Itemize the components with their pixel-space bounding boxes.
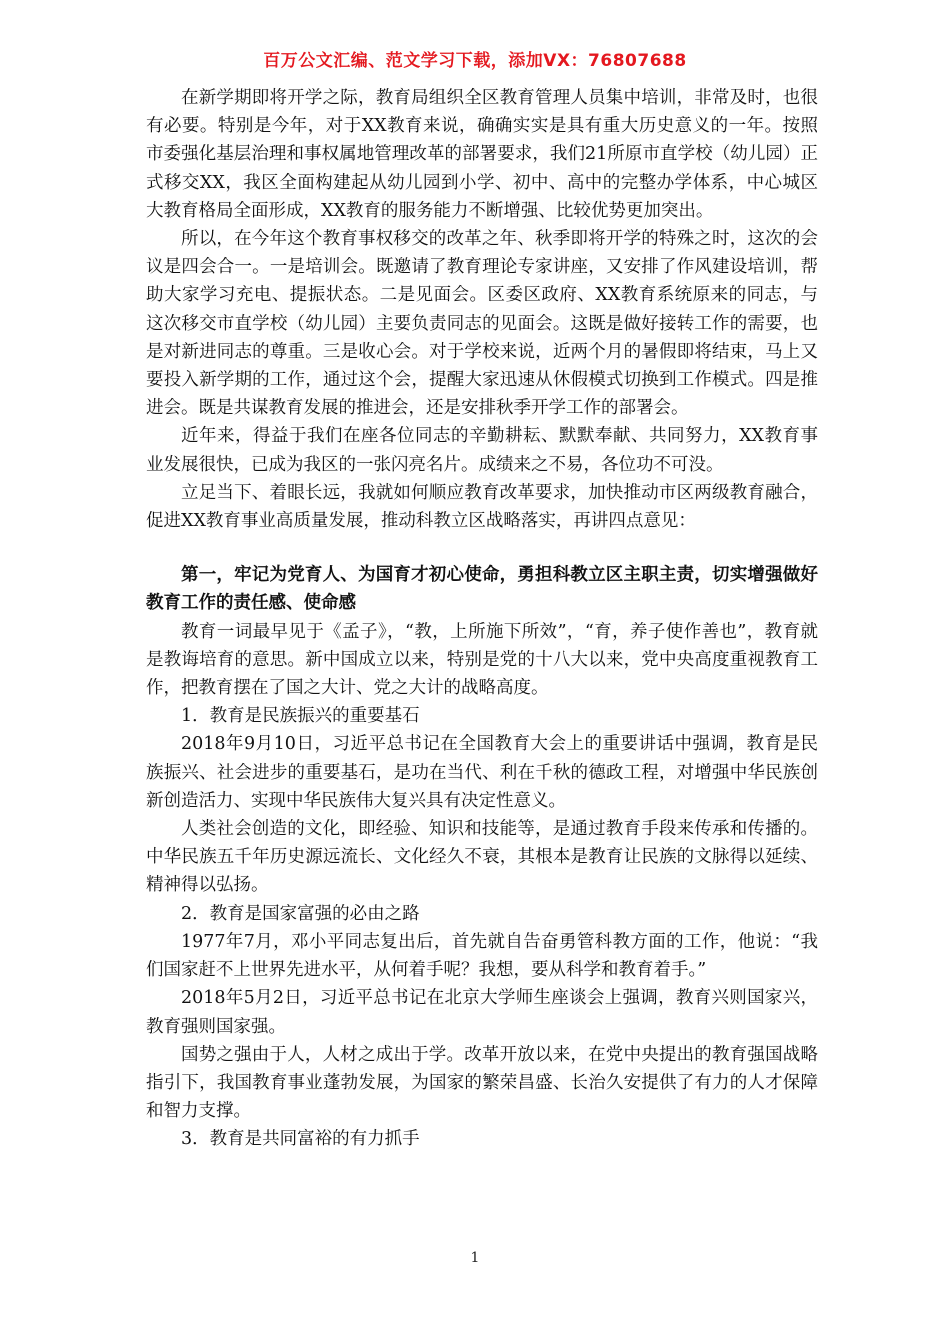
watermark-header: 百万公文汇编、范文学习下载，添加VX：76807688	[263, 51, 687, 71]
document-body	[146, 84, 818, 1154]
intro-paragraph-3: 近年来，得益于我们在座各位同志的辛勤耕耘、默默奉献、共同努力，XX教育事业发展很快，已成为我区的一张闪亮名片。成绩来之不易，各位功不可没。	[146, 426, 818, 475]
subsection-1-paragraph-2: 人类社会创造的文化，即经验、知识和技能等，是通过教育手段来传承和传播的。中华民族五千年历史源远流长、文化经久不衰，其根本是教育让民族的文脉得以延续、精神得以弘扬。	[146, 819, 818, 896]
subsection-2-paragraph-2: 2018年5月2日，习近平总书记在北京大学师生座谈会上强调，教育兴则国家兴，教育强则国家强。	[146, 988, 818, 1037]
subsection-2-paragraph-1: 1977年7月，邓小平同志复出后，首先就自告奋勇管科教方面的工作，他说：“我们国家赶不上世界先进水平，从何着手呢？我想，要从科学和教育着手。”	[146, 931, 818, 981]
section-1-heading: 第一，牢记为党育人、为国育才初心使命，勇担科教立区主职主责，切实增强做好教育工作的责任感、使命感	[146, 565, 818, 614]
intro-paragraph-4: 立足当下、着眼长远，我就如何顺应教育改革要求，加快推动市区两级教育融合，促进XX教育事业高质量发展，推动科教立区战略落实，再讲四点意见：	[146, 482, 818, 532]
subsection-2-title: 2．教育是国家富强的必由之路	[181, 903, 420, 924]
subsection-3-title: 3．教育是共同富裕的有力抓手	[181, 1129, 420, 1150]
subsection-2-paragraph-3: 国势之强由于人，人材之成出于学。改革开放以来，在党中央提出的教育强国战略指引下，我国教育事业蓬勃发展，为国家的繁荣昌盛、长治久安提供了有力的人才保障和智力支撑。	[146, 1044, 818, 1122]
intro-paragraph-2: 所以，在今年这个教育事权移交的改革之年、秋季即将开学的特殊之时，这次的会议是四会合一。一是培训会。既邀请了教育理论专家讲座，又安排了作风建设培训，帮助大家学习充电、提振状态。二是见面会。区委区政府、XX教育系统原来的同志，与这次移交市直学校（幼儿园）主要负责同志的见面会。这既是做好接转工作的需要，也是对新进同志的尊重。三是收心会。对于学校来说，近两个月的暑假即将结束，马上又要投入新学期的工作，通过这个会，提醒大家迅速从休假模式切换到工作模式。四是推进会。既是共谋教育发展的推进会，还是安排秋季开学工作的部署会。	[146, 229, 818, 419]
section-1-intro: 教育一词最早见于《孟子》，“教，上所施下所效”，“育，养子使作善也”，教育就是教诲培育的意思。新中国成立以来，特别是党的十八大以来，党中央高度重视教育工作，把教育摆在了国之大计、党之大计的战略高度。	[146, 621, 818, 699]
subsection-1-title: 1．教育是民族振兴的重要基石	[181, 706, 420, 727]
intro-paragraph-1: 在新学期即将开学之际，教育局组织全区教育管理人员集中培训，非常及时，也很有必要。特别是今年，对于XX教育来说，确确实实是具有重大历史意义的一年。按照市委强化基层治理和事权属地管理改革的部署要求，我们21所原市直学校（幼儿园）正式移交XX，我区全面构建起从幼儿园到小学、初中、高中的完整办学体系，中心城区大教育格局全面形成，XX教育的服务能力不断增强、比较优势更加突出。	[146, 88, 818, 221]
page-number: 1	[470, 1250, 480, 1266]
subsection-1-paragraph-1: 2018年9月10日，习近平总书记在全国教育大会上的重要讲话中强调，教育是民族振兴、社会进步的重要基石，是功在当代、利在千秋的德政工程，对增强中华民族创新创造活力、实现中华民族伟大复兴具有决定性意义。	[146, 734, 818, 811]
